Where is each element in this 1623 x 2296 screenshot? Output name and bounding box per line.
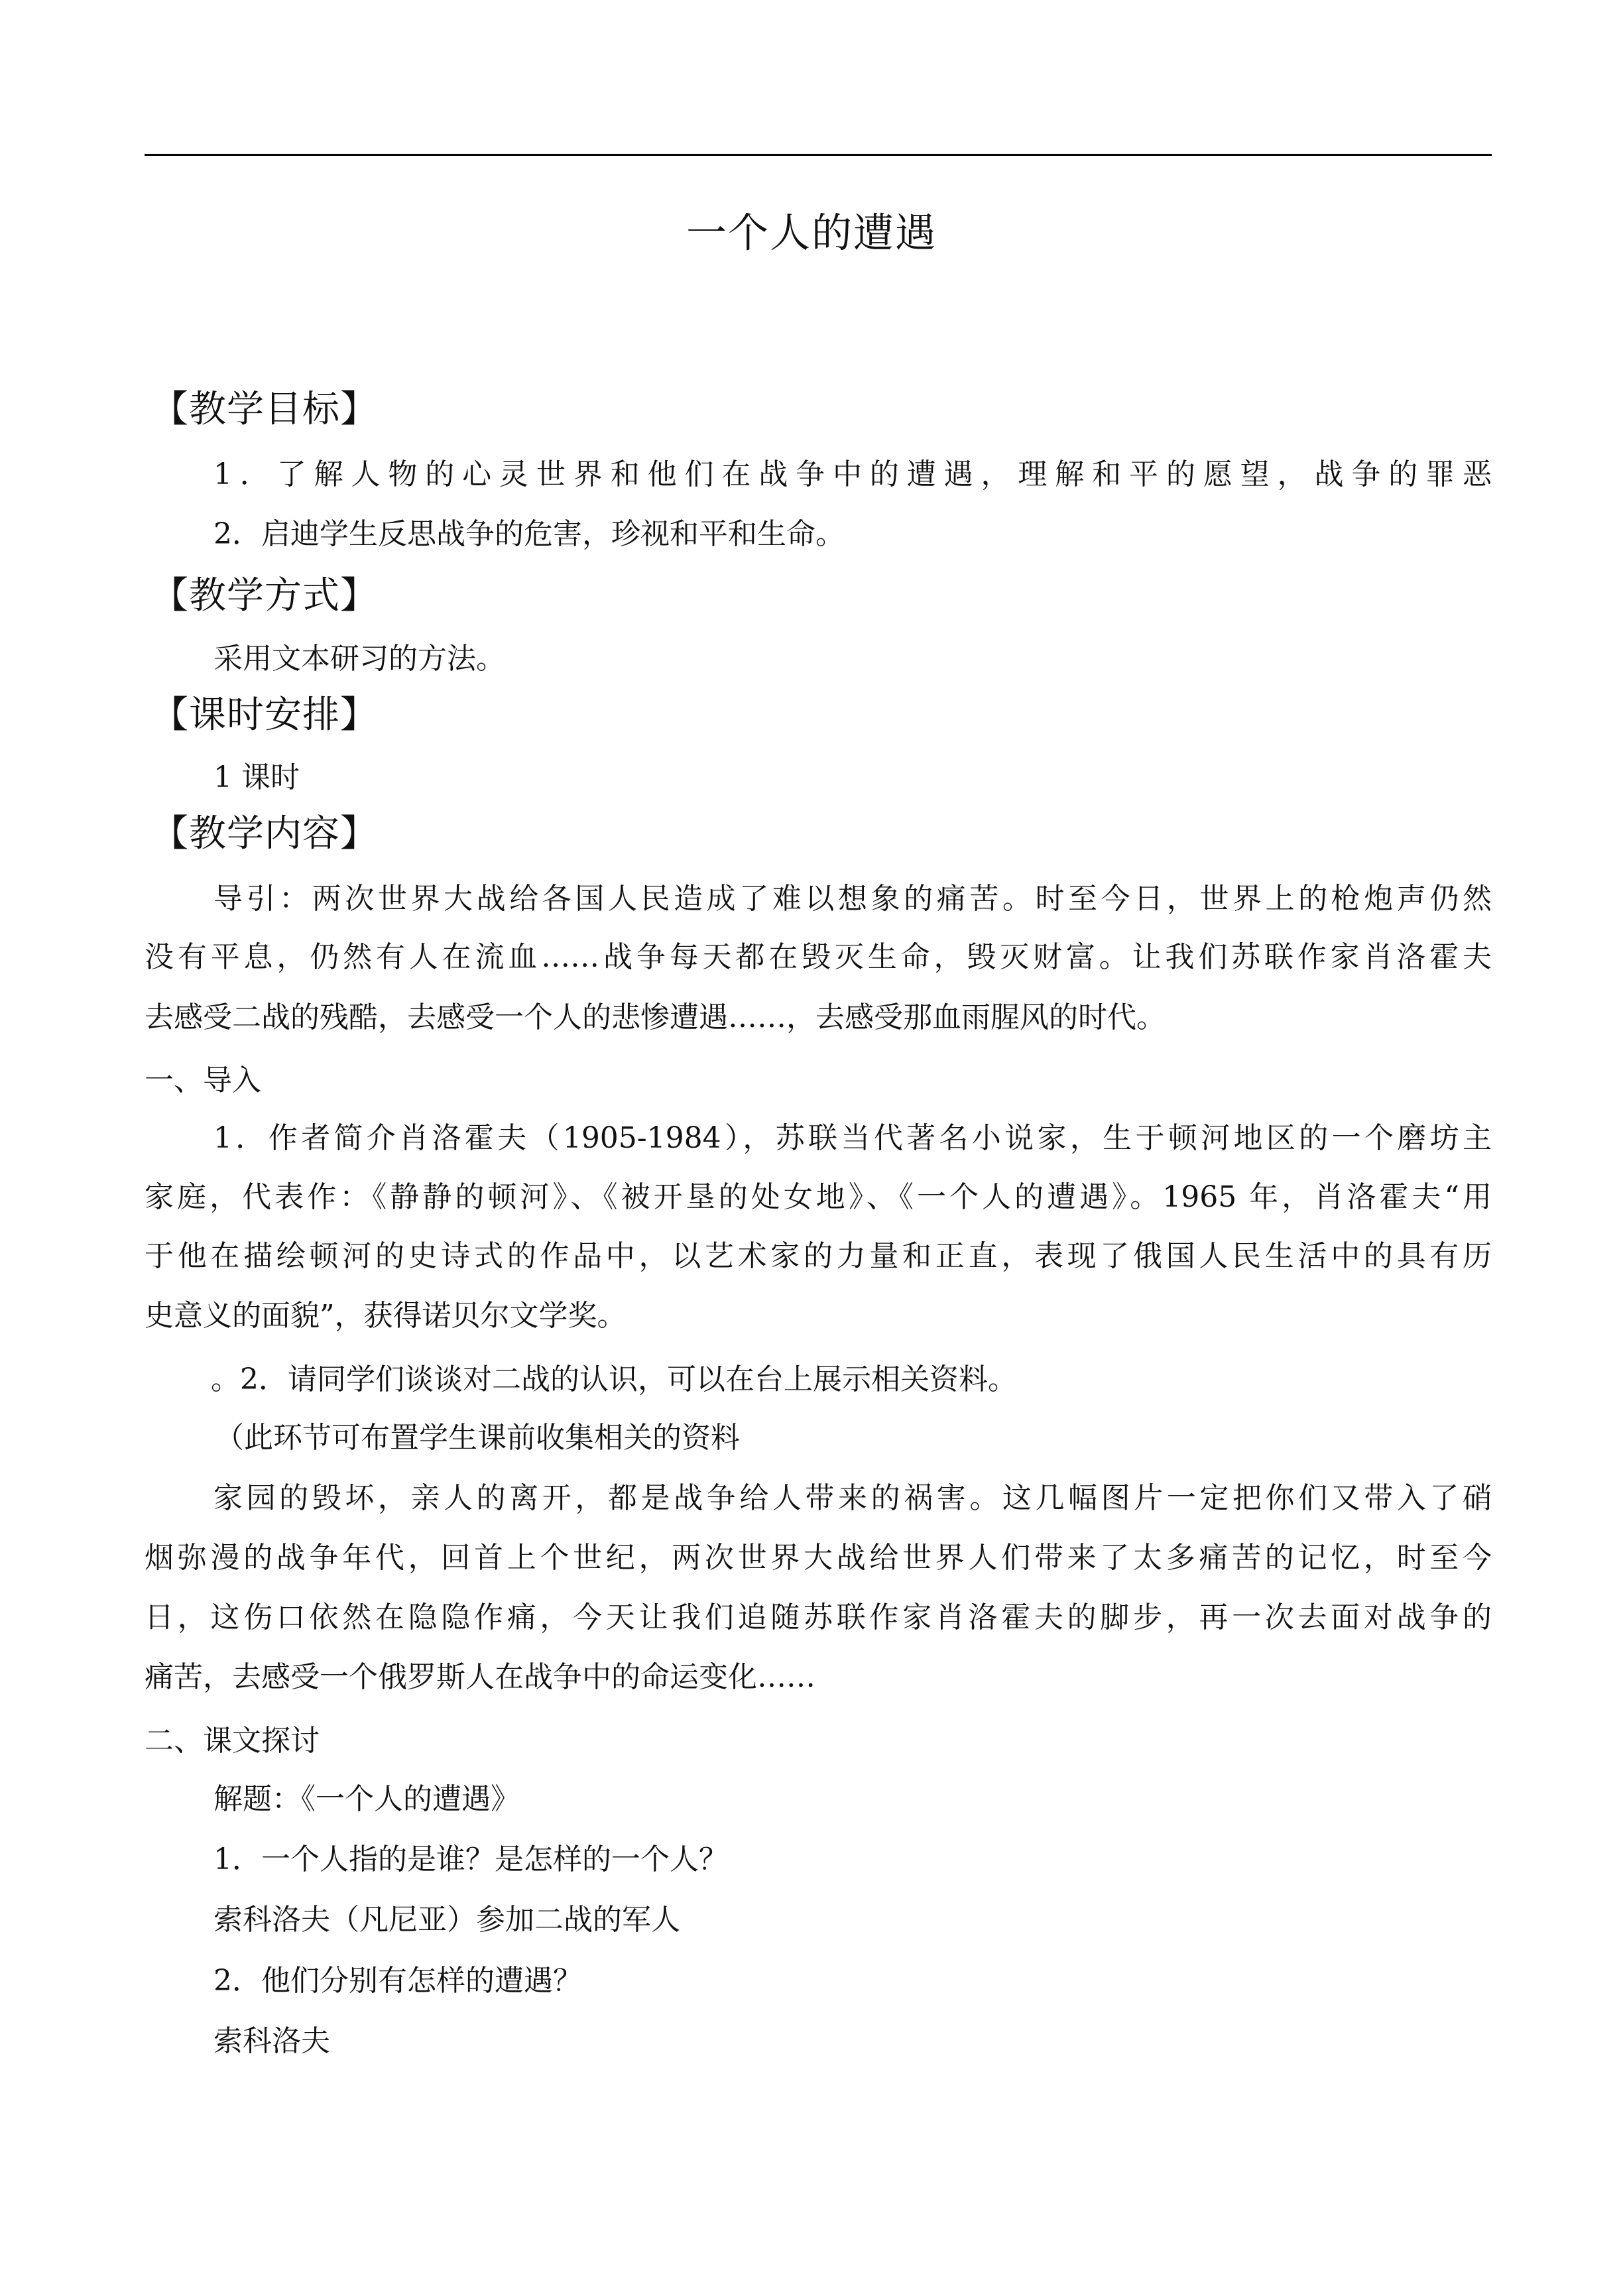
- document-title: 一个人的遭遇: [686, 210, 937, 257]
- author-intro-line: 家庭，代表作：《静静的顿河》、《被开垦的处女地》、《一个人的遭遇》。1965 年，肖洛霍夫“用: [145, 1180, 1492, 1214]
- heading-content: 【教学内容】: [151, 812, 378, 855]
- question-2: 2．他们分别有怎样的遭遇？: [213, 1964, 582, 1998]
- title-explanation: 解题：《一个人的遭遇》: [213, 1782, 520, 1816]
- author-intro-line: 1．作者简介肖洛霍夫（1905-1984），苏联当代著名小说家，生于顿河地区的一个磨坊主: [213, 1121, 1492, 1155]
- section-two-heading: 二、课文探讨: [145, 1724, 320, 1758]
- narrative-line: 烟弥漫的战争年代，回首上个世纪，两次世界大战给世界人们带来了太多痛苦的记忆，时至今: [145, 1541, 1492, 1575]
- header-rule: [145, 154, 1492, 156]
- author-intro-line: 史意义的面貌”，获得诺贝尔文学奖。: [145, 1299, 627, 1333]
- narrative-line: 日，这伤口依然在隐隐作痛，今天让我们追随苏联作家肖洛霍夫的脚步，再一次去面对战争的: [145, 1601, 1492, 1634]
- heading-method: 【教学方式】: [151, 574, 378, 617]
- objective-1: 1．了解人物的心灵世界和他们在战争中的遭遇，理解和平的愿望，战争的罪恶: [213, 457, 1492, 491]
- discussion-item: 。2．请同学们谈谈对二战的认识，可以在台上展示相关资料。: [211, 1362, 1017, 1396]
- objective-2: 2．启迪学生反思战争的危害，珍视和平和生命。: [213, 517, 845, 551]
- intro-line: 没有平息，仍然有人在流血……战争每天都在毁灭生命，毁灭财富。让我们苏联作家肖洛霍夫: [145, 940, 1492, 974]
- answer-1: 索科洛夫（凡尼亚）参加二战的军人: [213, 1903, 680, 1937]
- narrative-line: 家园的毁坏，亲人的离开，都是战争给人带来的祸害。这几幅图片一定把你们又带入了硝: [213, 1481, 1492, 1515]
- narrative-line: 痛苦，去感受一个俄罗斯人在战争中的命运变化……: [145, 1660, 815, 1694]
- answer-2: 索科洛夫: [213, 2024, 330, 2058]
- section-one-heading: 一、导入: [145, 1063, 261, 1097]
- teacher-note: （此环节可布置学生课前收集相关的资料: [215, 1421, 740, 1455]
- heading-objectives: 【教学目标】: [151, 388, 378, 431]
- schedule-text: 1 课时: [213, 760, 300, 794]
- intro-line: 去感受二战的残酷，去感受一个人的悲惨遭遇……，去感受那血雨腥风的时代。: [145, 1000, 1166, 1034]
- method-text: 采用文本研习的方法。: [213, 642, 505, 676]
- question-1: 1．一个人指的是谁？是怎样的一个人？: [213, 1843, 728, 1876]
- intro-line: 导引：两次世界大战给各国人民造成了难以想象的痛苦。时至今日，世界上的枪炮声仍然: [213, 882, 1492, 916]
- heading-schedule: 【课时安排】: [151, 694, 378, 737]
- author-intro-line: 于他在描绘顿河的史诗式的作品中，以艺术家的力量和正直，表现了俄国人民生活中的具有历: [145, 1239, 1492, 1273]
